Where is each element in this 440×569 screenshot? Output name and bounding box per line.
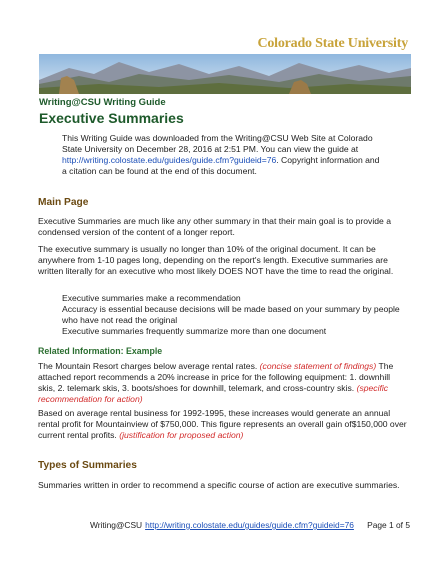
list-item: Executive summaries frequently summarize more than one document bbox=[62, 326, 327, 336]
related-heading: Related Information: Example bbox=[38, 346, 163, 356]
annotation-note: (justification for proposed action) bbox=[119, 430, 244, 440]
university-logo: Colorado State University bbox=[257, 36, 408, 51]
footer-source bbox=[90, 520, 354, 530]
document-title: Executive Summaries bbox=[39, 110, 184, 126]
guide-link[interactable]: http://writing.colostate.edu/guides/guide.cfm?guideid=76 bbox=[62, 155, 277, 165]
main-para-1: Executive Summaries are much like any other summary in that their main goal is to provide a condensed version of the content of a longer report. bbox=[38, 216, 391, 237]
page-number: Page 1 of 5 bbox=[367, 520, 410, 530]
footer-site: Writing@CSU bbox=[90, 520, 143, 530]
example-text: Based on average rental business for 1992-1995, these increases would generate an annual rental profit for Mountainview of $750,000. This figure represents an overall gain of$150,000 over current rental profits. bbox=[38, 408, 407, 440]
footer-link[interactable]: http://writing.colostate.edu/guides/guide.cfm?guideid=76 bbox=[145, 520, 354, 530]
intro-text: This Writing Guide was downloaded from the Writing@CSU Web Site at Colorado State University on December 28, 2016 at 2:51 PM. You can view the guide at bbox=[62, 133, 373, 154]
main-page-heading: Main Page bbox=[38, 197, 89, 208]
types-heading: Types of Summaries bbox=[38, 460, 137, 471]
list-item: Executive summaries make a recommendation bbox=[62, 293, 241, 303]
example-para-2 bbox=[38, 408, 408, 441]
page-footer bbox=[90, 520, 410, 530]
list-item: Accuracy is essential because decisions will be made based on your summary by people who have not read the original bbox=[62, 304, 400, 325]
main-para-2: The executive summary is usually no longer than 10% of the original document. It can be anywhere from 1-10 pages long, depending on the report's length. Executive summaries are written literally for an executive who most likely DOES NOT have the time to read the original. bbox=[38, 244, 394, 276]
example-text: The attached report recommends a 20% increase in price for the following equipment: 1. downhill skis, 2. telemark skis, 3. boots/shoes for downhill, telemark, and cross-country skis. bbox=[38, 361, 394, 393]
mountain-banner-image bbox=[39, 54, 411, 94]
types-para: Summaries written in order to recommend a specific course of action are executive summaries. bbox=[38, 480, 400, 490]
key-points-list bbox=[62, 293, 402, 337]
guide-label: Writing@CSU Writing Guide bbox=[39, 97, 166, 108]
intro-paragraph bbox=[62, 133, 382, 177]
example-text: The Mountain Resort charges below average rental rates. bbox=[38, 361, 260, 371]
annotation-note: (concise statement of findings) bbox=[259, 361, 377, 371]
intro-text-after: . Copyright information and a citation can be found at the end of this document. bbox=[62, 155, 380, 176]
annotation-note: (specific recommendation for action) bbox=[38, 383, 389, 404]
example-para-1 bbox=[38, 361, 408, 405]
